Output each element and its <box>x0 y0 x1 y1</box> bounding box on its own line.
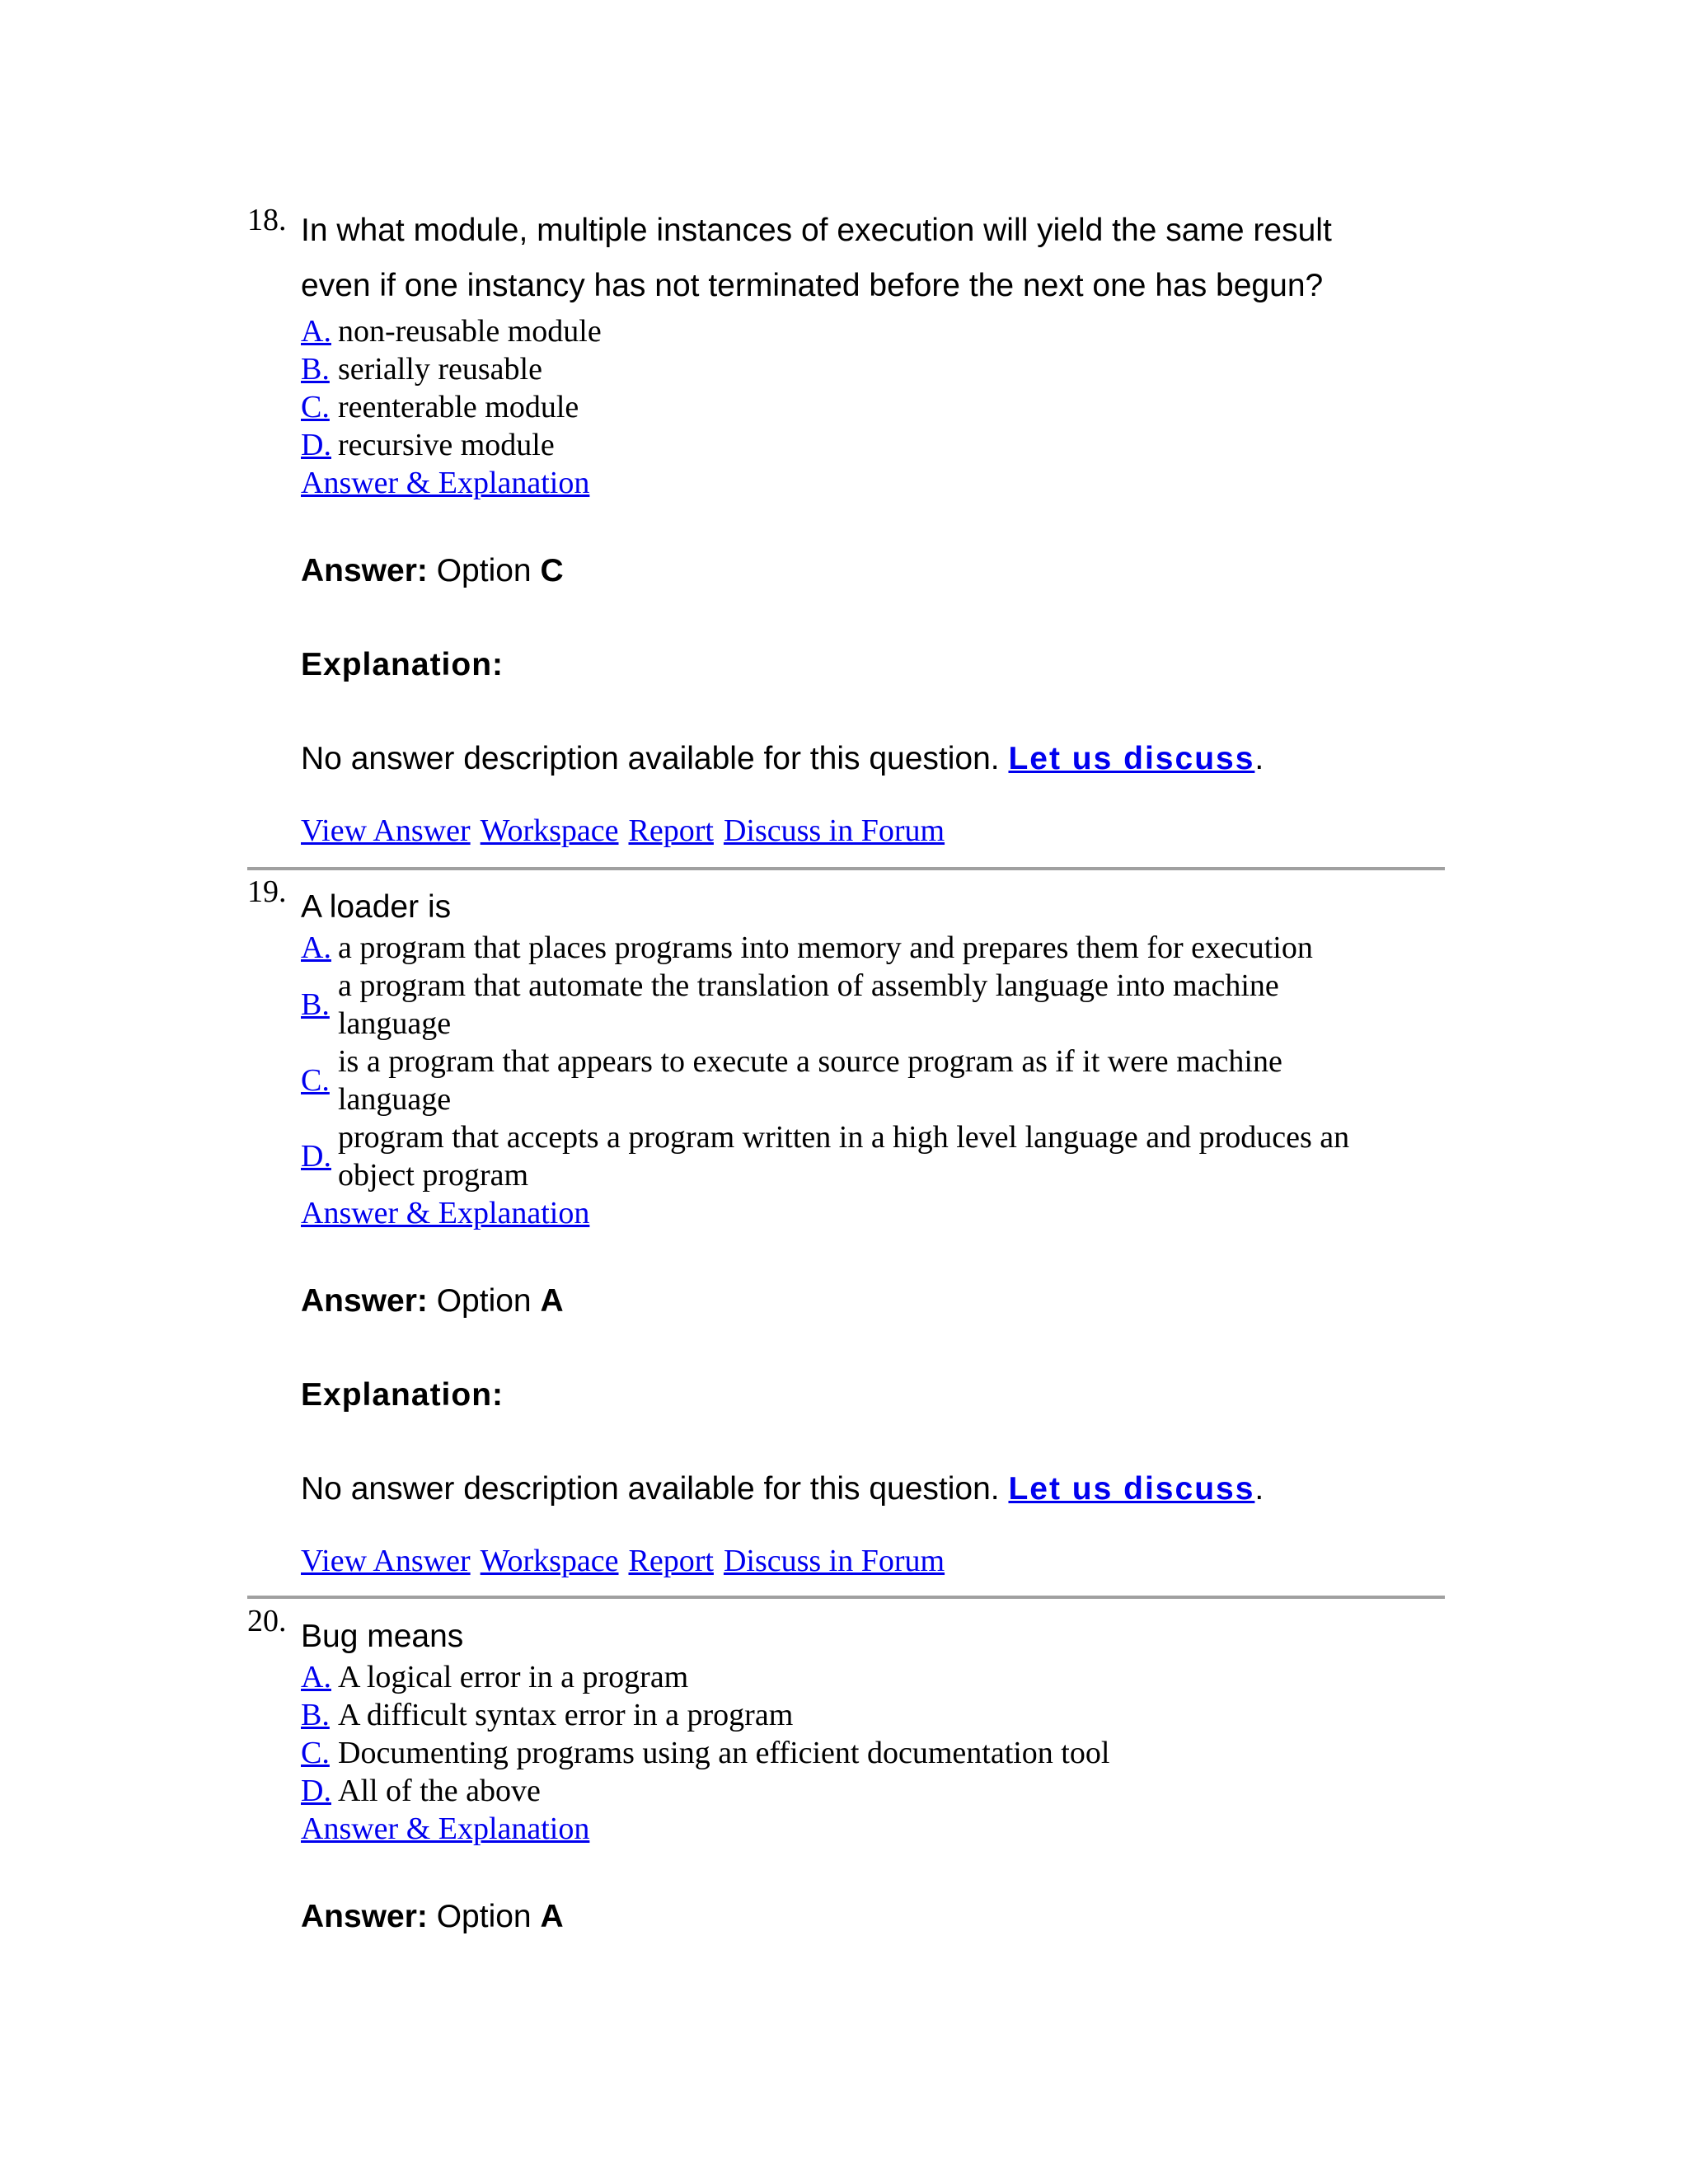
option-text: All of the above <box>338 1774 541 1808</box>
answer-value: A <box>540 1899 564 1934</box>
answer-value: A <box>540 1283 564 1319</box>
answer-prefix: Option <box>436 1899 532 1934</box>
workspace-link[interactable]: Workspace <box>480 1544 619 1578</box>
option-text: a program that places programs into memory and prepares them for execution <box>338 930 1313 965</box>
answer-line <box>301 1283 1447 1319</box>
answer-label: Answer: <box>301 1899 428 1934</box>
option-letter[interactable]: B. <box>301 1698 330 1732</box>
answer-label: Answer: <box>301 553 428 588</box>
report-link[interactable]: Report <box>628 813 714 848</box>
explanation-heading: Explanation: <box>301 1377 504 1413</box>
option-text-line: object program <box>338 1158 529 1193</box>
option-text: recursive module <box>338 428 555 462</box>
option-text: reenterable module <box>338 390 579 424</box>
option-c[interactable] <box>301 1734 1447 1772</box>
let-us-discuss-link[interactable]: Let us discuss <box>1008 1471 1255 1507</box>
answer-line <box>301 553 1447 589</box>
view-answer-link[interactable]: View Answer <box>301 813 471 848</box>
option-text: A logical error in a program <box>338 1660 689 1694</box>
explanation-text <box>301 1471 1447 1507</box>
option-letter[interactable]: C. <box>301 1736 330 1770</box>
question-body <box>301 202 1447 850</box>
option-letter[interactable]: A. <box>301 1660 331 1694</box>
discuss-in-forum-link[interactable]: Discuss in Forum <box>723 813 945 848</box>
option-text-line: program that accepts a program written in a high level language and produces an <box>338 1120 1350 1155</box>
option-text-line: is a program that appears to execute a source program as if it were machine <box>338 1044 1282 1079</box>
option-text <box>338 1043 1282 1118</box>
question-body <box>301 886 1447 1580</box>
options-list <box>301 1658 1447 1810</box>
explanation-body: No answer description available for this question. <box>301 1471 1000 1507</box>
discuss-in-forum-link[interactable]: Discuss in Forum <box>723 1544 945 1578</box>
view-answer-link[interactable]: View Answer <box>301 1544 471 1578</box>
option-text: serially reusable <box>338 352 542 387</box>
option-letter[interactable]: D. <box>301 1139 331 1174</box>
explanation-body: No answer description available for this question. <box>301 741 1000 776</box>
option-text <box>338 967 1279 1043</box>
let-us-discuss-link[interactable]: Let us discuss <box>1008 741 1255 776</box>
question-text-line-1: A loader is <box>301 889 452 925</box>
answer-prefix: Option <box>436 1283 532 1319</box>
explanation-period: . <box>1254 1471 1264 1507</box>
option-letter[interactable]: D. <box>301 428 331 462</box>
option-letter[interactable]: C. <box>301 1063 330 1098</box>
option-b[interactable] <box>301 967 1447 1043</box>
explanation-text <box>301 741 1447 777</box>
question-text-line-2: even if one instancy has not terminated before the next one has begun? <box>301 268 1324 303</box>
option-letter[interactable]: D. <box>301 1774 331 1808</box>
answer-label: Answer: <box>301 1283 428 1319</box>
question-number: 19. <box>247 874 287 909</box>
question-text-line-1: Bug means <box>301 1619 464 1654</box>
option-text-line: a program that automate the translation of assembly language into machine <box>338 968 1279 1003</box>
option-text-line: language <box>338 1082 452 1117</box>
workspace-link[interactable]: Workspace <box>480 813 619 848</box>
option-c[interactable] <box>301 388 1447 426</box>
answer-line <box>301 1899 1447 1935</box>
explanation-period: . <box>1254 741 1264 776</box>
option-text: Documenting programs using an efficient documentation tool <box>338 1736 1110 1770</box>
options-list <box>301 312 1447 464</box>
option-letter[interactable]: C. <box>301 390 330 424</box>
option-c[interactable] <box>301 1043 1447 1118</box>
answer-explanation-link[interactable]: Answer & Explanation <box>301 1196 590 1230</box>
question-body <box>301 1615 1447 1935</box>
question-text-line-1: In what module, multiple instances of execution will yield the same result <box>301 213 1332 248</box>
divider <box>247 1596 1445 1599</box>
answer-explanation-link[interactable]: Answer & Explanation <box>301 466 590 500</box>
option-a[interactable] <box>301 312 1447 350</box>
options-list <box>301 929 1447 1194</box>
footer-links <box>301 812 1447 850</box>
option-text: non-reusable module <box>338 314 602 349</box>
option-d[interactable] <box>301 1118 1447 1194</box>
option-text: A difficult syntax error in a program <box>338 1698 794 1732</box>
option-b[interactable] <box>301 350 1447 388</box>
question-number: 20. <box>247 1604 287 1638</box>
option-a[interactable] <box>301 929 1447 967</box>
option-letter[interactable]: B. <box>301 352 330 387</box>
divider <box>247 867 1445 870</box>
option-b[interactable] <box>301 1696 1447 1734</box>
question-number: 18. <box>247 203 287 237</box>
option-d[interactable] <box>301 1772 1447 1810</box>
answer-value: C <box>540 553 564 588</box>
answer-prefix: Option <box>436 553 532 588</box>
option-d[interactable] <box>301 426 1447 464</box>
footer-links <box>301 1542 1447 1580</box>
option-letter[interactable]: A. <box>301 930 331 965</box>
option-text <box>338 1118 1349 1194</box>
explanation-heading: Explanation: <box>301 647 504 682</box>
option-letter[interactable]: A. <box>301 314 331 349</box>
option-text-line: language <box>338 1006 452 1041</box>
option-a[interactable] <box>301 1658 1447 1696</box>
option-letter[interactable]: B. <box>301 987 330 1022</box>
answer-explanation-link[interactable]: Answer & Explanation <box>301 1811 590 1846</box>
report-link[interactable]: Report <box>628 1544 714 1578</box>
